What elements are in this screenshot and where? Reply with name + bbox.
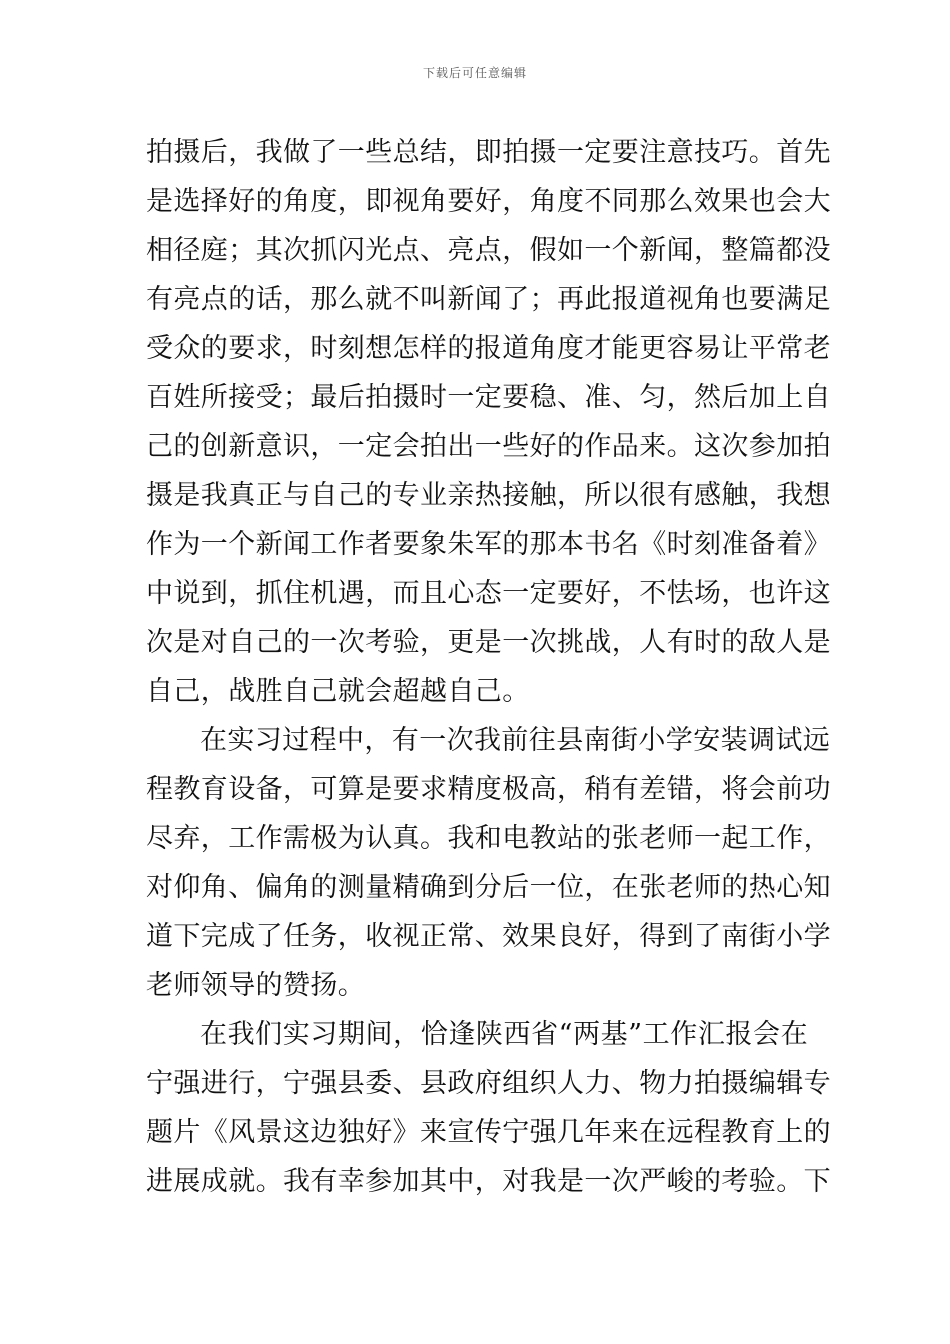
text-line: 老师领导的赞扬。 [146,970,366,1001]
text-line: 己的创新意识，一定会拍出一些好的作品来。这次参加拍 [146,431,831,462]
text-line: 在我们实习期间，恰逢陕西省“两基”工作汇报会在 [200,1019,808,1050]
text-line: 摄是我真正与自己的专业亲热接触，所以很有感触，我想 [146,480,831,511]
document-body [146,128,831,1206]
text-line: 进展成就。我有幸参加其中，对我是一次严峻的考验。下 [146,1166,831,1197]
page-header: 下载后可任意编辑 [422,66,527,80]
paragraph-2 [146,716,831,1010]
text-line: 次是对自己的一次考验，更是一次挑战，人有时的敌人是 [146,627,831,658]
text-line: 题片《风景这边独好》来宣传宁强几年来在远程教育上的 [146,1117,831,1148]
paragraph-3 [146,1010,831,1206]
text-line: 百姓所接受；最后拍摄时一定要稳、准、匀，然后加上自 [146,382,831,413]
paragraph-1 [146,128,831,716]
text-line: 是选择好的角度，即视角要好，角度不同那么效果也会大 [146,186,831,217]
text-line: 相径庭；其次抓闪光点、亮点，假如一个新闻，整篇都没 [146,235,831,266]
text-line: 程教育设备，可算是要求精度极高，稍有差错，将会前功 [146,774,831,805]
text-line: 中说到，抓住机遇，而且心态一定要好，不怯场，也许这 [146,578,831,609]
text-line: 作为一个新闻工作者要象朱军的那本书名《时刻准备着》 [146,529,831,560]
text-line: 宁强进行，宁强县委、县政府组织人力、物力拍摄编辑专 [146,1068,831,1099]
text-line: 对仰角、偏角的测量精确到分后一位，在张老师的热心知 [146,872,831,903]
text-line: 自己，战胜自己就会超越自己。 [146,676,530,707]
text-line: 拍摄后，我做了一些总结，即拍摄一定要注意技巧。首先 [146,137,831,168]
text-line: 受众的要求，时刻想怎样的报道角度才能更容易让平常老 [146,333,831,364]
text-line: 在实习过程中，有一次我前往县南街小学安装调试远 [200,725,831,756]
text-line: 尽弃，工作需极为认真。我和电教站的张老师一起工作， [146,823,831,854]
text-line: 有亮点的话，那么就不叫新闻了；再此报道视角也要满足 [146,284,831,315]
text-line: 道下完成了任务，收视正常、效果良好，得到了南街小学 [146,921,831,952]
